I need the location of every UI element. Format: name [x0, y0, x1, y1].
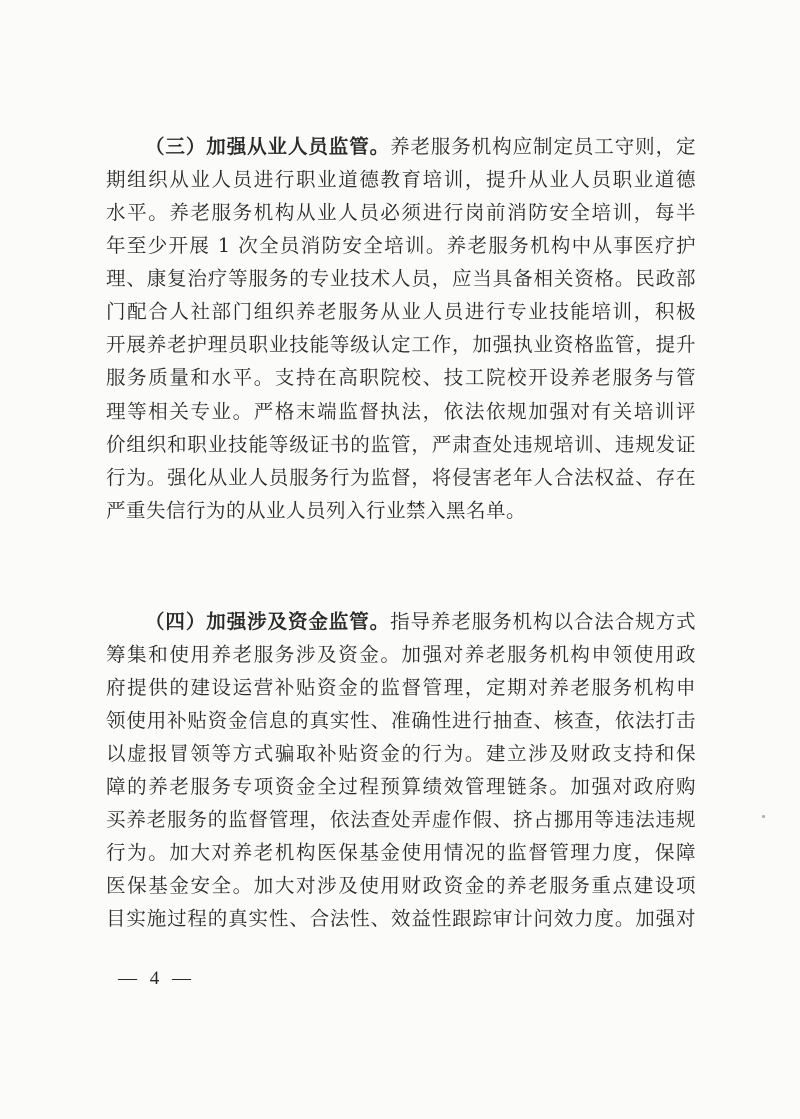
paragraph-1-text: 养老服务机构应制定员工守则，定 — [390, 135, 696, 158]
paragraph-1-line-2: 期组织从业人员进行职业道德教育培训，提升从业人员职业道德 — [106, 168, 696, 191]
paragraph-2-line-1 — [106, 605, 696, 638]
paragraph-2-line-9: 医保基金安全。加大对涉及使用财政资金的养老服务重点建设项 — [106, 874, 696, 897]
paragraph-2-line-10: 目实施过程的真实性、合法性、效益性跟踪审计问效力度。加强对 — [106, 907, 696, 930]
paragraph-1-line-4: 年至少开展 1 次全员消防安全培训。养老服务机构中从事医疗护 — [106, 234, 696, 257]
page-number: — 4 — — [118, 968, 195, 989]
paragraph-2-line-2: 筹集和使用养老服务涉及资金。加强对养老服务机构申领使用政 — [106, 643, 696, 666]
paragraph-1-line-6: 门配合人社部门组织养老服务从业人员进行专业技能培训，积极 — [106, 300, 696, 323]
paragraph-1-line-8: 服务质量和水平。支持在高职院校、技工院校开设养老服务与管 — [106, 366, 696, 389]
paragraph-1-line-7: 开展养老护理员职业技能等级认定工作，加强执业资格监管，提升 — [106, 333, 696, 356]
paragraph-1-heading: （三）加强从业人员监管。 — [145, 135, 391, 158]
paragraph-2-line-8: 行为。加大对养老机构医保基金使用情况的监督管理力度，保障 — [106, 841, 696, 864]
paragraph-1-line-10: 价组织和职业技能等级证书的监管，严肃查处违规培训、违规发证 — [106, 433, 696, 456]
paragraph-2-line-4: 领使用补贴资金信息的真实性、准确性进行抽查、核查，依法打击 — [106, 709, 696, 732]
scan-speck — [762, 815, 765, 818]
paragraph-2-line-6: 障的养老服务专项资金全过程预算绩效管理链条。加强对政府购 — [106, 775, 696, 798]
paragraph-2-heading: （四）加强涉及资金监管。 — [145, 610, 391, 633]
paragraph-1-line-3: 水平。养老服务机构从业人员必须进行岗前消防安全培训，每半 — [106, 201, 696, 224]
paragraph-2-line-7: 买养老服务的监督管理，依法查处弄虚作假、挤占挪用等违法违规 — [106, 808, 696, 831]
paragraph-1-line-11: 行为。强化从业人员服务行为监督，将侵害老年人合法权益、存在 — [106, 466, 696, 489]
paragraph-1-line-5: 理、康复治疗等服务的专业技术人员，应当具备相关资格。民政部 — [106, 267, 696, 290]
paragraph-1-line-12: 严重失信行为的从业人员列入行业禁入黑名单。 — [106, 499, 527, 522]
paragraph-2-text: 指导养老服务机构以合法合规方式 — [390, 610, 696, 633]
paragraph-1-line-1 — [106, 130, 696, 163]
paragraph-2-line-3: 府提供的建设运营补贴资金的监督管理，定期对养老服务机构申 — [106, 676, 696, 699]
paragraph-1-line-9: 理等相关专业。严格末端监督执法，依法依规加强对有关培训评 — [106, 400, 696, 423]
paragraph-2-line-5: 以虚报冒领等方式骗取补贴资金的行为。建立涉及财政支持和保 — [106, 742, 696, 765]
